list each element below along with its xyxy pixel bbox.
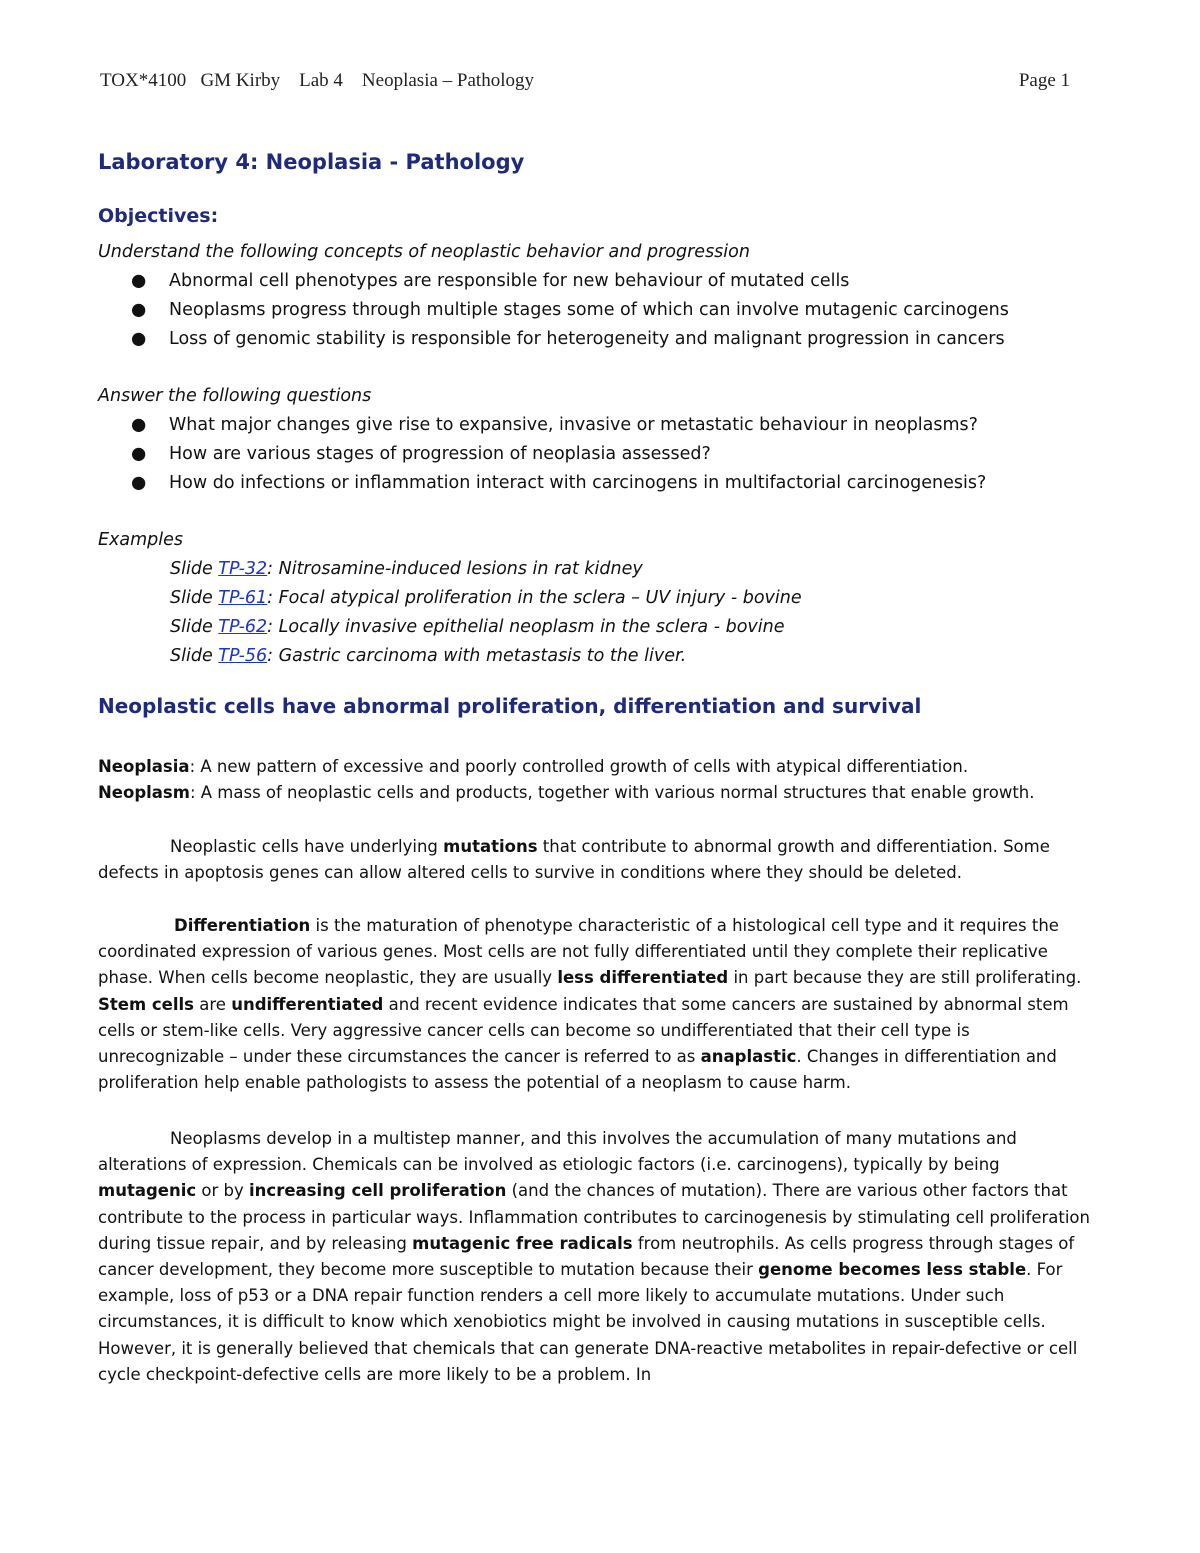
bullet-icon: ●	[131, 444, 147, 464]
paragraph-differentiation: Differentiation is the maturation of phenotype characteristic of a histological cell type and it requires the coordinated expression of various genes. Most cells are not fully differentiated until they complete their replicative phase. When cells become neoplastic, they are usually less differentiated in part because they are still proliferating. Stem cells are undifferentiated and recent evidence indicates that some cancers are sustained by abnormal stem cells or stem-like cells. Very aggressive cancer cells can become so undifferentiated that their cell type is unrecognizable – under these circumstances the cancer is referred to as anaplastic. Changes in differentiation and proliferation help enable pathologists to assess the potential of a neoplasm to cause harm.	[98, 916, 1082, 1093]
bullet-icon: ●	[131, 415, 147, 435]
paragraph-multistep: Neoplasms develop in a multistep manner, and this involves the accumulation of many mutations and alterations of expression. Chemicals can be involved as etiologic factors (i.e. carcinogens), typically by being mutagenic or by increasing cell proliferation (and the chances of mutation). There are various other factors that contribute to the process in particular ways. Inflammation contributes to carcinogenesis by stimulating cell proliferation during tissue repair, and by releasing mutagenic free radicals from neutrophils. As cells progress through stages of cancer development, they become more susceptible to mutation because their genome becomes less stable. For example, loss of p53 or a DNA repair function renders a cell more likely to accumulate mutations. Under such circumstances, it is difficult to know which xenobiotics might be involved in causing mutations in susceptible cells. However, it is generally believed that chemicals that can generate DNA-reactive metabolites in repair-defective or cell cycle checkpoint-defective cells are more likely to be a problem. In	[98, 1129, 1090, 1384]
slide-example: Slide TP-32: Nitrosamine-induced lesions in rat kidney	[170, 559, 643, 579]
paragraph-mutations: Neoplastic cells have underlying mutations that contribute to abnormal growth and differentiation. Some defects in apoptosis genes can allow altered cells to survive in conditions where they should be deleted.	[98, 837, 1050, 883]
slide-link[interactable]: TP-56	[218, 646, 268, 666]
slide-link[interactable]: TP-32	[218, 559, 268, 579]
objectives-intro: Understand the following concepts of neoplastic behavior and progression	[98, 242, 750, 262]
bullet-icon: ●	[131, 300, 147, 320]
examples-label: Examples	[98, 530, 184, 550]
definition-neoplasia: Neoplasia: A new pattern of excessive and poorly controlled growth of cells with atypical differentiation.	[98, 757, 969, 776]
objective-bullet: ● Loss of genomic stability is responsible for heterogeneity and malignant progression in cancers	[131, 329, 1005, 349]
bullet-icon: ●	[131, 271, 147, 291]
slide-link[interactable]: TP-61	[218, 588, 268, 608]
bullet-icon: ●	[131, 473, 147, 493]
slide-example: Slide TP-62: Locally invasive epithelial neoplasm in the sclera - bovine	[170, 617, 785, 637]
header-course-info: TOX*4100 GM Kirby Lab 4 Neoplasia – Pathology	[100, 70, 534, 91]
objective-bullet: ● Neoplasms progress through multiple stages some of which can involve mutagenic carcinogens	[131, 300, 1009, 320]
question-bullet: ● How do infections or inflammation interact with carcinogens in multifactorial carcinogenesis?	[131, 473, 987, 493]
question-bullet: ● How are various stages of progression of neoplasia assessed?	[131, 444, 711, 464]
objective-bullet: ● Abnormal cell phenotypes are responsible for new behaviour of mutated cells	[131, 271, 850, 291]
header-page-number: Page 1	[1018, 70, 1070, 91]
bullet-icon: ●	[131, 329, 147, 349]
questions-intro: Answer the following questions	[98, 386, 372, 406]
section-heading: Neoplastic cells have abnormal proliferation, differentiation and survival	[98, 694, 922, 718]
question-bullet: ● What major changes give rise to expansive, invasive or metastatic behaviour in neoplasms?	[131, 415, 978, 435]
slide-example: Slide TP-56: Gastric carcinoma with metastasis to the liver.	[170, 646, 687, 666]
slide-example: Slide TP-61: Focal atypical proliferation in the sclera – UV injury - bovine	[170, 588, 802, 608]
page-header	[100, 70, 1070, 92]
objectives-heading: Objectives:	[98, 205, 219, 227]
slide-link[interactable]: TP-62	[218, 617, 268, 637]
definition-neoplasm: Neoplasm: A mass of neoplastic cells and products, together with various normal structures that enable growth.	[98, 783, 1035, 802]
page-title: Laboratory 4: Neoplasia - Pathology	[98, 150, 525, 174]
